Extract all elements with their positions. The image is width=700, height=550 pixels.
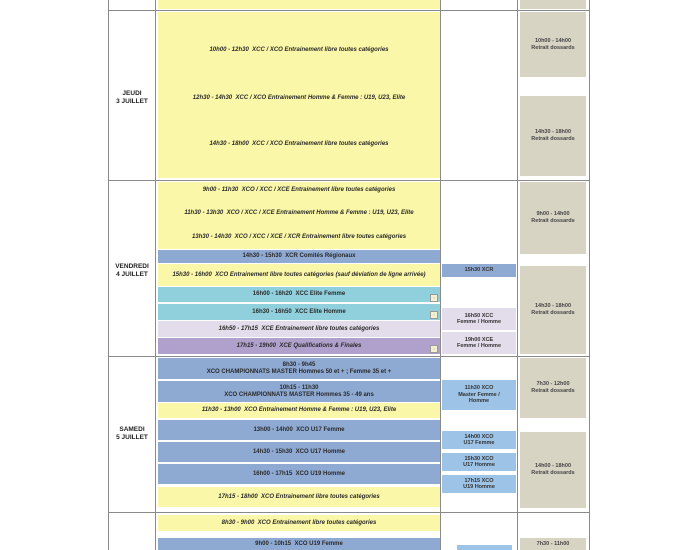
event-vendredi-9 xyxy=(158,338,440,354)
event-samedi-1 xyxy=(158,358,440,379)
event-time: 12h30 - 14h30 xyxy=(192,94,233,101)
retrait-vendredi-1 xyxy=(520,182,586,254)
event-text: XCO U17 Homme xyxy=(295,448,346,455)
event-text: XCO Entrainement libre toutes catégories xyxy=(257,519,377,526)
event-time: 10h15 - 11h30 xyxy=(279,384,319,391)
event-dimanche-1 xyxy=(158,515,440,531)
event-samedi-4 xyxy=(158,420,440,440)
side-dimanche-1 xyxy=(457,545,512,550)
event-text: XCC / XCO Entrainement libre toutes catégories xyxy=(252,140,389,147)
retrait-samedi-2 xyxy=(520,432,586,508)
retrait-time: 7h30 - 11h00 xyxy=(536,541,570,547)
day-label-samedi xyxy=(110,426,154,442)
event-jeudi-2 xyxy=(158,92,440,104)
header-retrait xyxy=(520,0,586,9)
event-time: 17h15 - 18h00 xyxy=(218,493,258,500)
event-text: XCO Entrainement libre toutes catégories (sauf déviation de ligne arrivée) xyxy=(215,271,426,278)
event-dimanche-2 xyxy=(158,538,440,550)
event-time: 16h50 - 17h15 xyxy=(218,325,258,332)
event-time: 8h30 - 9h00 xyxy=(221,519,255,526)
row-border-3 xyxy=(108,512,590,513)
event-text: XCO CHAMPIONNATS MASTER Hommes 50 et + ; Femme 35 et + xyxy=(206,368,392,375)
event-text: XCO / XCC / XCE Entrainement libre toutes catégories xyxy=(241,186,396,193)
retrait-dimanche-1 xyxy=(520,538,586,550)
event-time: 11h30 - 13h30 xyxy=(184,209,224,216)
event-text: XCO CHAMPIONNATS MASTER Hommes 35 - 49 ans xyxy=(224,391,374,398)
event-text: XCO U19 Femme xyxy=(294,541,343,547)
retrait-vendredi-2 xyxy=(520,266,586,354)
header-program xyxy=(158,0,440,9)
retrait-jeudi-1 xyxy=(520,12,586,77)
event-time: 17h15 - 19h00 xyxy=(236,342,276,349)
side-samedi-3 xyxy=(442,453,516,471)
event-vendredi-1 xyxy=(158,184,440,196)
event-samedi-2 xyxy=(158,381,440,402)
retrait-label: Retrait dossards xyxy=(531,44,575,51)
event-text: XCE Qualifications & Finales xyxy=(279,342,362,349)
event-text: XCO Entrainement Homme & Femme : U19, U23, Elite xyxy=(244,407,397,413)
event-vendredi-8 xyxy=(158,321,440,337)
retrait-time: 14h30 - 18h00 xyxy=(534,303,572,309)
event-samedi-5 xyxy=(158,442,440,462)
table-border-col3 xyxy=(440,0,441,550)
event-text: XCO / XCC / XCE Entrainement Homme & Femme : U19, U23, Elite xyxy=(226,209,414,216)
retrait-label: Retrait dossards xyxy=(531,136,575,142)
note-marker-icon[interactable]: ▫ xyxy=(430,294,438,302)
event-time: 13h00 - 14h00 xyxy=(253,426,293,433)
event-time: 14h30 - 18h00 xyxy=(209,140,249,147)
event-time: 8h30 - 9h45 xyxy=(282,361,316,368)
event-samedi-6 xyxy=(158,464,440,484)
retrait-label: Retrait dossards xyxy=(531,470,575,476)
side-text: 11h30 XCO Master Femme / Homme xyxy=(458,385,500,405)
table-border-left xyxy=(108,0,109,550)
row-border-2 xyxy=(108,356,590,357)
day-date: 5 JUILLET xyxy=(116,434,148,441)
event-time: 11h30 - 13h00 xyxy=(201,407,241,413)
side-text: 14h00 XCO U17 Femme xyxy=(463,433,495,446)
event-time: 9h00 - 11h30 xyxy=(202,186,239,193)
event-text: XCE Entrainement libre toutes catégories xyxy=(261,325,380,332)
retrait-time: 14h30 - 18h00 xyxy=(534,129,572,135)
table-border-col4 xyxy=(517,0,518,550)
retrait-label: Retrait dossards xyxy=(531,218,575,224)
event-jeudi-1 xyxy=(158,44,440,56)
retrait-time: 10h00 - 14h00 xyxy=(534,37,572,44)
side-samedi-1 xyxy=(442,380,516,410)
day-date: 4 JUILLET xyxy=(116,271,148,278)
event-vendredi-5 xyxy=(158,264,440,286)
event-vendredi-6 xyxy=(158,287,440,302)
retrait-label: Retrait dossards xyxy=(531,388,575,394)
table-border-col2 xyxy=(155,0,156,550)
side-text: 19h00 XCE Femme / Homme xyxy=(456,336,501,349)
event-time: 14h30 - 15h30 xyxy=(242,253,282,259)
event-text: XCO / XCC / XCE / XCR Entrainement libre toutes catégories xyxy=(234,233,407,240)
retrait-time: 9h00 - 14h00 xyxy=(536,211,570,217)
retrait-time: 14h00 - 18h00 xyxy=(534,463,572,469)
event-time: 15h30 - 16h00 xyxy=(172,271,212,278)
day-label-vendredi xyxy=(110,263,154,279)
event-time: 14h30 - 15h30 xyxy=(252,448,293,455)
day-name: SAMEDI xyxy=(119,426,145,433)
side-text: 17h15 XCO U19 Homme xyxy=(463,477,495,490)
event-text: XCO U17 Femme xyxy=(296,426,345,433)
side-vendredi-3 xyxy=(442,332,516,354)
day-date: 3 JUILLET xyxy=(116,98,148,105)
side-vendredi-2 xyxy=(442,308,516,330)
event-vendredi-3 xyxy=(158,228,440,246)
event-text: XCC / XCO Entrainement Homme & Femme : U19, U23, Elite xyxy=(235,94,406,101)
retrait-label: Retrait dossards xyxy=(531,310,575,316)
retrait-time: 7h30 - 12h00 xyxy=(536,381,570,387)
event-text: XCC / XCO Entrainement libre toutes catégories xyxy=(252,46,389,53)
event-vendredi-4 xyxy=(158,250,440,263)
event-time: 16h00 - 16h20 xyxy=(252,291,293,297)
event-time: 9h00 - 10h15 xyxy=(255,541,292,547)
event-vendredi-2 xyxy=(158,204,440,222)
header-row-border xyxy=(108,10,590,11)
day-name: VENDREDI xyxy=(115,263,149,270)
event-samedi-3 xyxy=(158,403,440,418)
event-text: XCR Comités Régionaux xyxy=(285,253,356,259)
side-samedi-2 xyxy=(442,431,516,449)
event-text: XCO U19 Homme xyxy=(295,470,346,477)
day-name: JEUDI xyxy=(122,90,142,97)
retrait-jeudi-2 xyxy=(520,96,586,176)
side-samedi-4 xyxy=(442,475,516,493)
side-text: 15h30 XCR xyxy=(464,267,494,274)
event-time: 16h00 - 17h15 xyxy=(252,470,293,477)
event-time: 16h30 - 16h50 xyxy=(252,308,292,315)
note-marker-icon[interactable]: ▫ xyxy=(430,345,438,353)
day-label-jeudi xyxy=(110,90,154,106)
event-time: 10h00 - 12h30 xyxy=(209,46,249,53)
side-text: 15h30 XCO U17 Homme xyxy=(463,455,495,468)
event-text: XCC Elite Femme xyxy=(295,291,346,297)
event-jeudi-3 xyxy=(158,138,440,150)
retrait-samedi-1 xyxy=(520,358,586,418)
event-text: XCO Entrainement libre toutes catégories xyxy=(261,493,380,500)
note-marker-icon[interactable]: ▫ xyxy=(430,311,438,319)
event-vendredi-7 xyxy=(158,304,440,320)
side-text: 16h50 XCC Femme / Homme xyxy=(456,312,501,325)
table-border-right xyxy=(589,0,590,550)
event-time: 13h30 - 14h30 xyxy=(191,233,232,240)
row-border-1 xyxy=(108,180,590,181)
side-vendredi-1 xyxy=(442,264,516,277)
event-samedi-7 xyxy=(158,487,440,507)
event-text: XCC Elite Homme xyxy=(295,308,346,315)
